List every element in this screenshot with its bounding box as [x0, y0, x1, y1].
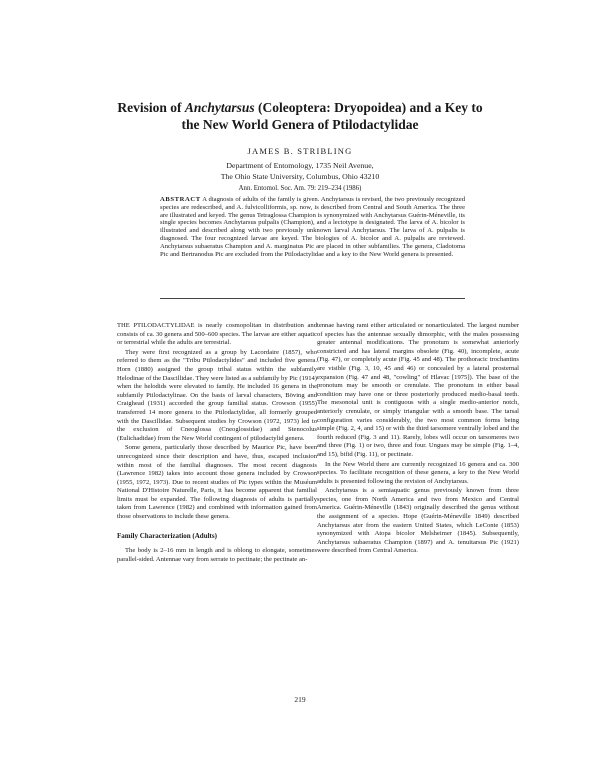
paragraph: They were first recognized as a group by Lacordaire (1857), who referred to them as the "Tribu Ptilodactylides" and included five genera. Horn (1880) assigned the group tribal status within the subfamily Helodinae of the Dascillidae. They were listed as a subfamily by Pic (1914) when the helodids were elevated to family. He included 16 genera in the subfamily Ptilodactylinae. On the basis of larval characters, Böving and Craighead (1931) accorded the group familial status. Crowson (1955) transferred 14 more genera to the Ptilodactylidae, all formerly grouped with the Dascillidae. Subsequent studies by Crowson (1972, 1973) led to the exclusion of Cneoglossa (Cneoglossidae) and Stenocolus (Eulichadidae) from the New World contingent of ptilodactylid genera. — [117, 348, 317, 442]
paragraph: Some genera, particularly those described by Maurice Pic, have been unrecognized since their description and have, thus, escaped inclusion within most of the familial diagnoses. The most recent diagnosis (Lawrence 1982) takes into account those genera included by Crowson (1955, 1972, 1973). Due to recent studies of Pic types within the Muséum National D'Histoire Naturelle, Paris, it has become apparent that familial limits must be expanded. The following diagnosis of adults is partially taken from Lawrence (1982) and combined with information gained from those observations to include these genera. — [117, 444, 317, 521]
right-column — [317, 322, 519, 557]
title-genus: Anchytarsus — [184, 100, 255, 115]
page-number: 219 — [294, 695, 306, 704]
paragraph: tennae having rami either articulated or nonarticulated. The largest number of species has the antennae sexually dimorphic, with the males possessing greater antennal modifications. The pronotum is somewhat anteriorly constricted and has lateral margins obsolete (Fig. 40), incomplete, acute (Fig. 47), or completely acute (Fig. 45 and 48). The prothoracic trochantins are visible (Fig. 3, 10, 45 and 46) or concealed by a lateral prosternal expansion (Fig. 47 and 48, "cowling" of Hlavac [1975]). The base of the pronotum may be smooth or crenulate. The pronotum in either basal condition may have one or three posteriorly produced medio-basal teeth. The mesonotal unit is contiguous with a single medio-anterior notch, anteriorly crenulate, or simply triangular with a smooth base. The tarsal configuration varies considerably, the two most common forms being simple (Fig. 2, 4, and 15) or with the third tarsomere ventrally lobed and the fourth reduced (Fig. 3 and 11). Rarely, lobes will occur on tarsomeres two and three (Fig. 1) or two, three and four. Ungues may be simple (Fig. 1–4, and 15), bifid (Fig. 11), or pectinate. — [317, 322, 519, 458]
title-part-2: (Coleoptera: Dryopoidea) and a Key to the New World Genera of Ptilodactylidae — [181, 100, 483, 132]
abstract-text: A diagnosis of adults of the family is given. Anchytarsus is revised, the two previously recognized species are redescribed, and A. fulvicolliformis, sp. now, is described from Central and South America. The three are illustrated and keyed. The genus Tetraglossa Champion is synonymized with Anchytarsus Guérin-Méneville, its single species becomes Anchytarsus pulpalis (Champion), and a lectotype is designated. The larva of A. bicolor is illustrated and described along with two previously unknown larval Anchytarsus. The larva of A. pulpalis is diagnosed. The four recognized larvae are keyed. The biologies of A. bicolor and A. pulpalis are reviewed. Anchytarsus subaeratus Champion and A. marginatus Pic are placed in other subfamilies. The genera, Cladotoma Pic and Bertranodus Pic are excluded from the Ptilodactylidae and a key to the New World genera is presented. — [160, 196, 465, 258]
abstract-label: ABSTRACT — [160, 196, 201, 203]
author-name: JAMES B. STRIBLING — [247, 146, 353, 156]
abstract — [160, 196, 465, 258]
journal-citation: Ann. Entomol. Soc. Am. 79: 219–234 (1986) — [238, 185, 362, 192]
section-heading: Family Characterization (Adults) — [117, 531, 217, 540]
paragraph: The body is 2–16 mm in length and is oblong to elongate, sometimes parallel-sided. Antennae vary from serrate to pectinate; the pectinate an- — [117, 547, 317, 563]
abstract-divider — [160, 298, 465, 299]
affiliation-line-2: The Ohio State University, Columbus, Ohio 43210 — [220, 171, 380, 181]
affiliation-line-1: Department of Entomology, 1735 Neil Avenue, — [226, 161, 374, 170]
title-part-1: Revision of — [117, 100, 185, 115]
left-column — [117, 322, 317, 565]
author-affiliation — [150, 161, 450, 182]
article-title — [110, 99, 490, 133]
paragraph: In the New World there are currently recognized 16 genera and ca. 300 species. To facilitate recognition of these genera, a key to the New World adults is presented following the revision of Anchytarsus. — [317, 460, 519, 485]
paragraph: Anchytarsus is a semiaquatic genus previously known from three species, one from North America and two from Mexico and Central America. Guérin-Méneville (1843) originally described the genus without the assignment of a species. Hope (Guérin-Méneville 1849) described Anchytarsus ater from the eastern United States, which LeConte (1853) synonymized with Atopa bicolor Melsheimer (1845). Subsequently, Anchytarsus subaeratus Champion (1897) and A. tenuitarsus Pic (1921) were described from Central America. — [317, 487, 519, 555]
paragraph: THE PTILODACTYLIDAE is nearly cosmopolitan in distribution and consists of ca. 30 genera and 500–600 species. The larvae are either aquatic or terrestrial while the adults are terrestrial. — [117, 322, 317, 347]
